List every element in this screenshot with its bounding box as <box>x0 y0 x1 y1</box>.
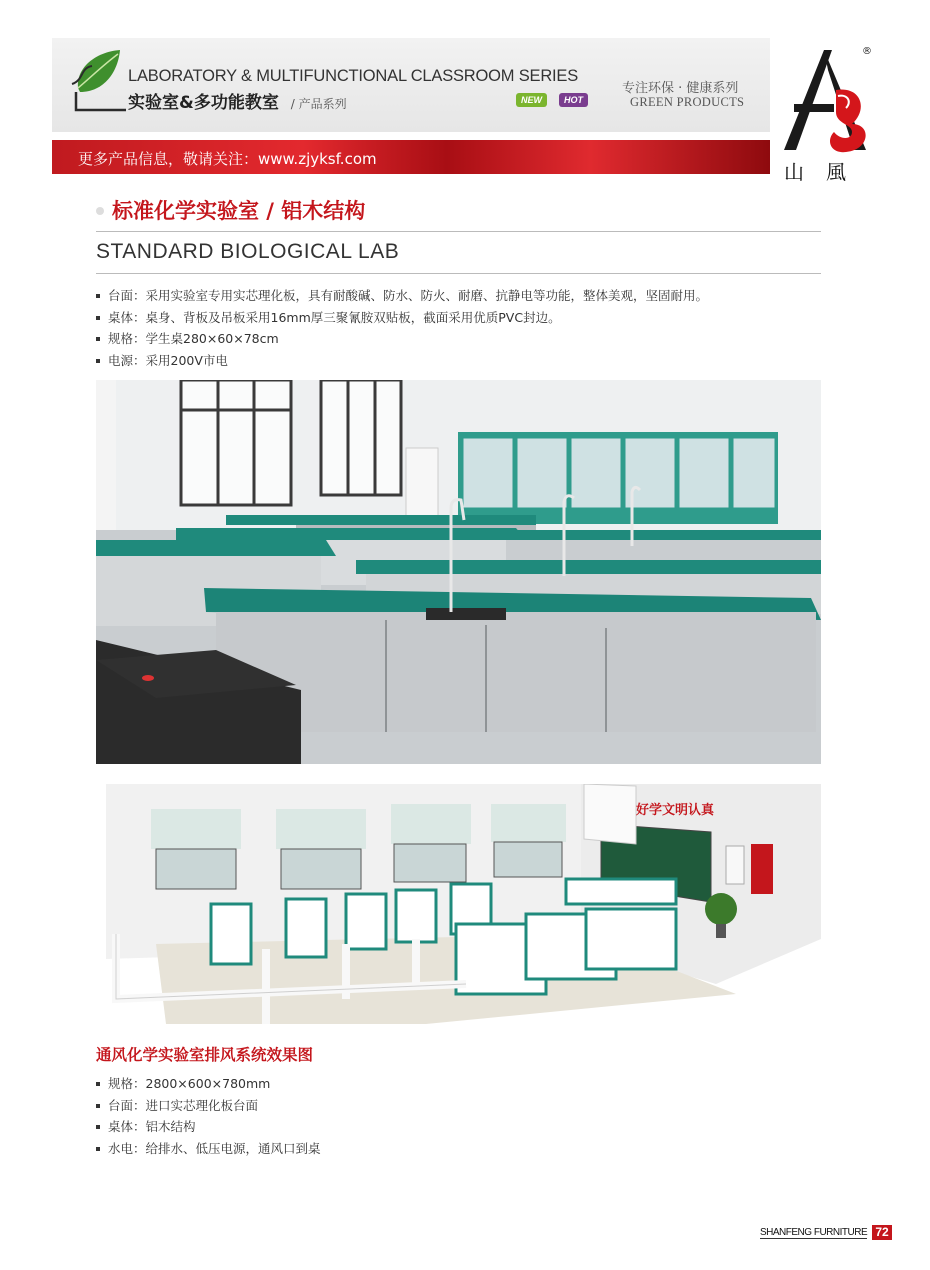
page-number: 72 <box>872 1225 892 1240</box>
potted-plant <box>705 893 737 925</box>
spec-item-tabletop: 台面：进口实芯理化板台面 <box>96 1095 321 1117</box>
spec-item-size: 规格：学生桌280×60×78cm <box>96 328 708 350</box>
spec-item-utilities: 水电：给排水、低压电源，通风口到桌 <box>96 1138 321 1160</box>
green-series-cn: 专注环保 · 健康系列 <box>622 81 739 96</box>
section2-title: 通风化学实验室排风系统效果图 <box>96 1046 314 1064</box>
spec-item-power: 电源：采用200V市电 <box>96 350 708 372</box>
section1-spec-list <box>96 285 708 371</box>
title-divider-bottom <box>96 273 821 274</box>
window-left <box>181 380 291 505</box>
classroom-render <box>96 784 821 1024</box>
leaf-logo-icon <box>70 48 130 112</box>
green-products-en: GREEN PRODUCTS <box>630 95 745 109</box>
hot-badge: HOT <box>559 93 588 107</box>
spec-item-body: 桌体：桌身、背板及吊板采用16mm厚三聚氰胺双贴板，截面采用优质PVC封边。 <box>96 307 708 329</box>
window-right <box>321 380 401 495</box>
lab-photo <box>96 380 821 764</box>
spec-item-size: 规格：2800×600×780mm <box>96 1073 321 1095</box>
section2-spec-list <box>96 1073 321 1159</box>
wall-slogan: 好学文明认真 <box>636 803 715 818</box>
title-divider-top <box>96 231 821 232</box>
spec-item-body: 桌体：铝木结构 <box>96 1116 321 1138</box>
registered-mark: ® <box>862 46 872 57</box>
render-windows <box>151 804 566 889</box>
section1-title-cn: 标准化学实验室 / 铝木结构 <box>112 199 366 223</box>
spec-item-tabletop: 台面：采用实验室专用实芯理化板，具有耐酸碱、防水、防火、耐磨、抗静电等功能，整体美观，坚固耐用。 <box>96 285 708 307</box>
website-banner-text[interactable]: 更多产品信息，敬请关注：www.zjyksf.com <box>78 150 377 168</box>
wall-cabinets <box>458 432 778 524</box>
new-badge: NEW <box>516 93 547 107</box>
series-title-cn <box>128 88 347 113</box>
section1-title-en: STANDARD BIOLOGICAL LAB <box>96 240 400 263</box>
brand-name: 山風 <box>784 160 868 184</box>
series-title-cn-text: 实验室&多功能教室 <box>128 93 279 113</box>
series-subtitle: / 产品系列 <box>290 97 347 111</box>
series-title-en: LABORATORY & MULTIFUNCTIONAL CLASSROOM SERIES <box>128 67 579 85</box>
title-bullet-dot <box>96 207 104 215</box>
footer-brand: SHANFENG FURNITURE <box>760 1227 868 1238</box>
